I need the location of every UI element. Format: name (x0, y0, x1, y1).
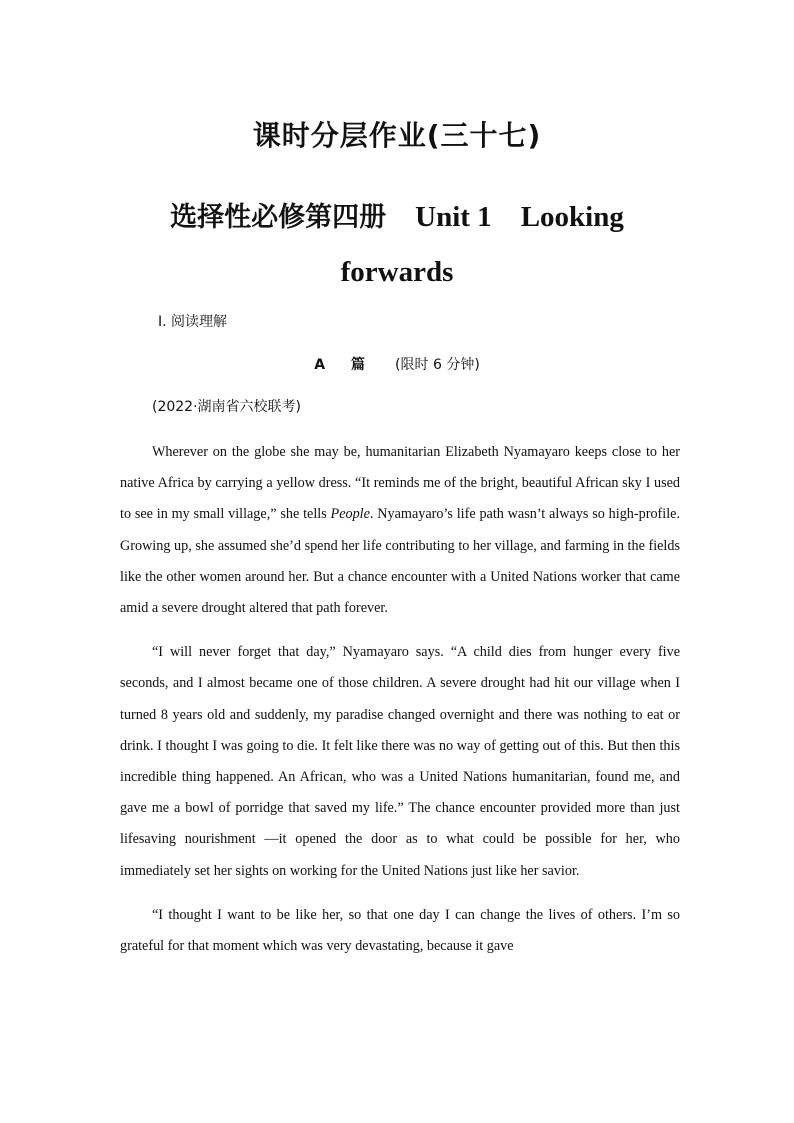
passage-body (120, 437, 680, 975)
subtitle-unit: Unit 1 (415, 201, 492, 233)
passage-heading (0, 354, 794, 374)
paragraph-3: “I thought I want to be like her, so that one day I can change the lives of others. I’m so grateful for that moment which was very devastating, because it gave (120, 906, 680, 955)
subtitle-forwards: forwards (340, 256, 454, 288)
page-subtitle (0, 190, 794, 299)
paragraph-1: Wherever on the globe she may be, humanitarian Elizabeth Nyamayaro keeps close to her native Africa by carrying a yellow dress. “It reminds me of the bright, beautiful African sky I used to see in my small village,” she tells People. Nyamayaro’s life path wasn’t always so high-profile. Growing up, she assumed she’d spend her life contributing to her village, and farming in the fields like the other women around her. But a chance encounter with a United Nations worker that came amid a severe drought altered that path forever. (120, 444, 680, 617)
page-title: 课时分层作业(三十七) (252, 119, 542, 152)
section-heading: Ⅰ. 阅读理解 (158, 314, 228, 330)
paragraph-2: “I will never forget that day,” Nyamayaro says. “A child dies from hunger every five seconds, and I almost became one of those children. A severe drought had hit our village when I turned 8 years old and suddenly, my paradise changed overnight and there was nothing to eat or drink. I thought I was going to die. It felt like there was no way of getting out of this. But then this incredible thing happened. An African, who was a United Nations humanitarian, found me, and gave me a bowl of porridge that saved my life.” The chance encounter provided more than just lifesaving nourishment —it opened the door as to what could be possible for her, who immediately set her sights on working for the United Nations just like her savior. (120, 644, 680, 879)
passage-label-cn: 篇 (351, 357, 366, 373)
passage-label: A (314, 357, 326, 373)
subtitle-looking: Looking (520, 201, 624, 233)
magazine-name: People (330, 506, 370, 523)
subtitle-book: 选择性必修第四册 (170, 202, 387, 233)
passage-time-limit: (限时 6 分钟) (395, 357, 480, 373)
passage-source: (2022·湖南省六校联考) (152, 399, 302, 415)
